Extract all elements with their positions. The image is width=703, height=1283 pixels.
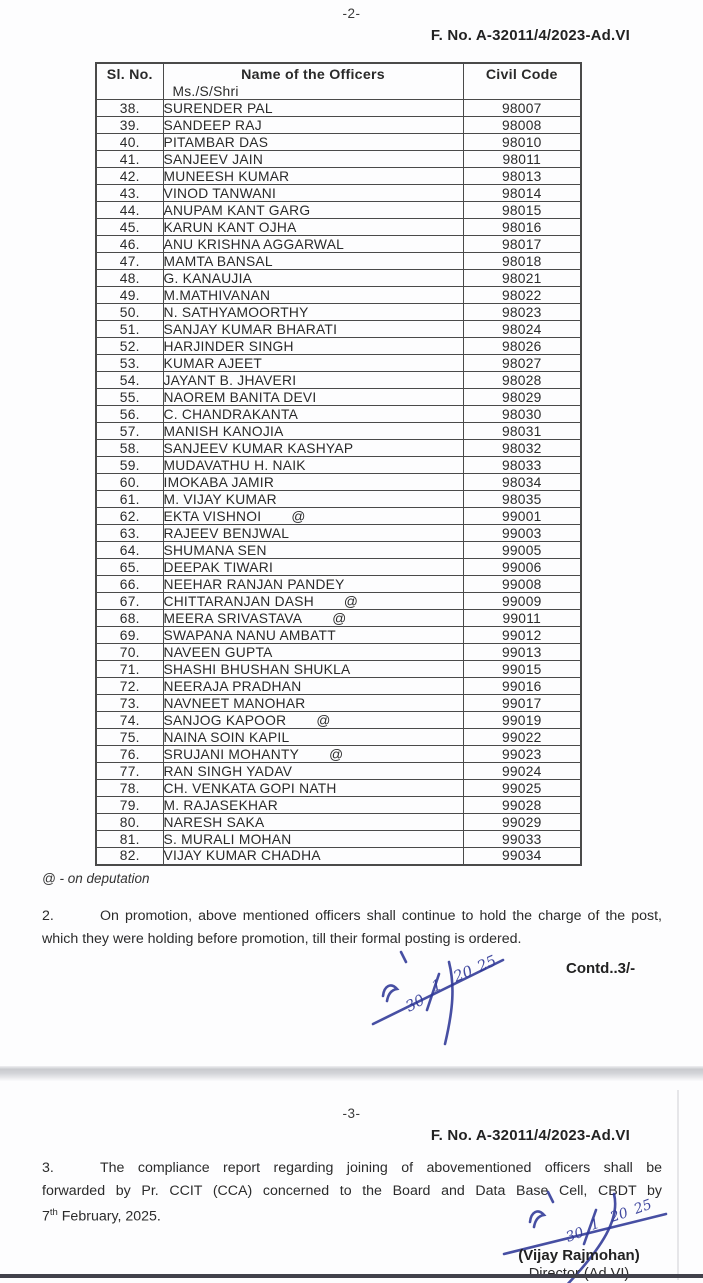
row-sl-no: 79. — [96, 797, 163, 814]
row-sl-no: 48. — [96, 270, 163, 287]
row-officer-name: SANJEEV KUMAR KASHYAP — [163, 440, 463, 457]
row-officer-name: NAVNEET MANOHAR — [163, 695, 463, 712]
row-civil-code: 98031 — [463, 423, 581, 440]
row-sl-no: 64. — [96, 542, 163, 559]
table-row — [96, 474, 581, 491]
row-civil-code: 98007 — [463, 100, 581, 117]
table-row — [96, 202, 581, 219]
row-civil-code: 99019 — [463, 712, 581, 729]
table-row — [96, 134, 581, 151]
row-civil-code: 98018 — [463, 253, 581, 270]
row-officer-name: NEERAJA PRADHAN — [163, 678, 463, 695]
paragraph-2-line1: 2. On promotion, above mentioned officers shall continue to hold the charge of the post, — [42, 905, 662, 928]
row-officer-name: NARESH SAKA — [163, 814, 463, 831]
officers-table-body — [96, 100, 581, 865]
contd-label: Contd..3/- — [566, 960, 636, 977]
row-sl-no: 46. — [96, 236, 163, 253]
page3-file-number: F. No. A-32011/4/2023-Ad.VI — [430, 1127, 630, 1144]
table-row — [96, 695, 581, 712]
table-row — [96, 236, 581, 253]
row-sl-no: 44. — [96, 202, 163, 219]
row-civil-code: 98026 — [463, 338, 581, 355]
row-sl-no: 80. — [96, 814, 163, 831]
row-officer-name: S. MURALI MOHAN — [163, 831, 463, 848]
signature-date-day: 30 — [563, 1224, 587, 1246]
row-officer-name: NAOREM BANITA DEVI — [163, 389, 463, 406]
row-sl-no: 81. — [96, 831, 163, 848]
paragraph-3-line3: 7th February, 2025. — [42, 1207, 161, 1225]
page2-number: -2- — [342, 6, 361, 21]
row-officer-name: VIJAY KUMAR CHADHA — [163, 848, 463, 865]
row-civil-code: 98017 — [463, 236, 581, 253]
signature-cross-stroke — [445, 962, 452, 1044]
row-civil-code: 99028 — [463, 797, 581, 814]
row-officer-name: SURENDER PAL — [163, 100, 463, 117]
row-officer-name: MUDAVATHU H. NAIK — [163, 457, 463, 474]
row-civil-code: 99034 — [463, 848, 581, 865]
row-civil-code: 98021 — [463, 270, 581, 287]
row-sl-no: 65. — [96, 559, 163, 576]
deputation-symbol: @ — [332, 610, 347, 626]
row-officer-name: G. KANAUJIA — [163, 270, 463, 287]
row-officer-name: M. RAJASEKHAR — [163, 797, 463, 814]
row-civil-code: 99033 — [463, 831, 581, 848]
row-civil-code: 99015 — [463, 661, 581, 678]
row-civil-code: 98008 — [463, 117, 581, 134]
row-sl-no: 39. — [96, 117, 163, 134]
paragraph-2 — [42, 905, 662, 950]
row-sl-no: 59. — [96, 457, 163, 474]
paragraph-3-line2: forwarded by Pr. CCIT (CCA) concerned to the Board and Data Base Cell, CBDT by — [42, 1182, 662, 1199]
table-row — [96, 423, 581, 440]
table-row — [96, 457, 581, 474]
table-row — [96, 338, 581, 355]
header-sl-no: Sl. No. — [96, 63, 163, 100]
row-officer-name: RAJEEV BENJWAL — [163, 525, 463, 542]
signature-page2 — [365, 948, 515, 1040]
row-civil-code: 99005 — [463, 542, 581, 559]
table-row — [96, 185, 581, 202]
row-sl-no: 54. — [96, 372, 163, 389]
table-row — [96, 219, 581, 236]
row-officer-name: SANJEEV JAIN — [163, 151, 463, 168]
row-sl-no: 75. — [96, 729, 163, 746]
row-civil-code: 98034 — [463, 474, 581, 491]
row-sl-no: 50. — [96, 304, 163, 321]
table-row — [96, 610, 581, 627]
officers-table — [95, 62, 582, 866]
page2-file-number: F. No. A-32011/4/2023-Ad.VI — [430, 27, 630, 44]
row-sl-no: 71. — [96, 661, 163, 678]
table-row — [96, 780, 581, 797]
table-row — [96, 542, 581, 559]
row-officer-name: SANJOG KAPOOR @ — [163, 712, 463, 729]
row-officer-name: KARUN KANT OJHA — [163, 219, 463, 236]
row-civil-code: 99003 — [463, 525, 581, 542]
row-civil-code: 98027 — [463, 355, 581, 372]
deputation-symbol: @ — [316, 712, 331, 728]
row-sl-no: 47. — [96, 253, 163, 270]
table-row — [96, 627, 581, 644]
table-row — [96, 576, 581, 593]
row-civil-code: 98016 — [463, 219, 581, 236]
table-row — [96, 151, 581, 168]
table-row — [96, 168, 581, 185]
row-sl-no: 41. — [96, 151, 163, 168]
row-officer-name: NAINA SOIN KAPIL — [163, 729, 463, 746]
header-name-label: Name of the Officers — [241, 67, 385, 83]
table-row — [96, 117, 581, 134]
row-civil-code: 98010 — [463, 134, 581, 151]
row-sl-no: 57. — [96, 423, 163, 440]
table-row — [96, 100, 581, 117]
row-civil-code: 99023 — [463, 746, 581, 763]
row-civil-code: 99001 — [463, 508, 581, 525]
row-sl-no: 43. — [96, 185, 163, 202]
row-officer-name: MUNEESH KUMAR — [163, 168, 463, 185]
table-row — [96, 559, 581, 576]
row-sl-no: 53. — [96, 355, 163, 372]
row-sl-no: 60. — [96, 474, 163, 491]
row-sl-no: 67. — [96, 593, 163, 610]
row-civil-code: 99025 — [463, 780, 581, 797]
table-row — [96, 763, 581, 780]
row-civil-code: 98033 — [463, 457, 581, 474]
row-officer-name: MANISH KANOJIA — [163, 423, 463, 440]
table-row — [96, 253, 581, 270]
row-civil-code: 99024 — [463, 763, 581, 780]
row-officer-name: JAYANT B. JHAVERI — [163, 372, 463, 389]
row-officer-name: M. VIJAY KUMAR — [163, 491, 463, 508]
table-row — [96, 831, 581, 848]
row-officer-name: CH. VENKATA GOPI NATH — [163, 780, 463, 797]
row-civil-code: 99016 — [463, 678, 581, 695]
row-officer-name: SWAPANA NANU AMBATT — [163, 627, 463, 644]
row-officer-name: CHITTARANJAN DASH @ — [163, 593, 463, 610]
row-sl-no: 45. — [96, 219, 163, 236]
row-sl-no: 77. — [96, 763, 163, 780]
row-officer-name: N. SATHYAMOORTHY — [163, 304, 463, 321]
signatory-name: (Vijay Rajmohan) — [518, 1247, 640, 1264]
page-divider-shadow — [0, 1066, 703, 1081]
row-civil-code: 98024 — [463, 321, 581, 338]
row-officer-name: VINOD TANWANI — [163, 185, 463, 202]
table-row — [96, 304, 581, 321]
signature-tick — [548, 1192, 553, 1202]
paragraph-3-line1: 3. The compliance report regarding joining of abovementioned officers shall be — [42, 1157, 662, 1180]
table-row — [96, 593, 581, 610]
signature-date-month: 1 — [588, 1215, 602, 1234]
row-civil-code: 98028 — [463, 372, 581, 389]
row-officer-name: SANJAY KUMAR BHARATI — [163, 321, 463, 338]
row-officer-name: ANU KRISHNA AGGARWAL — [163, 236, 463, 253]
row-sl-no: 76. — [96, 746, 163, 763]
row-sl-no: 73. — [96, 695, 163, 712]
row-sl-no: 66. — [96, 576, 163, 593]
row-civil-code: 98030 — [463, 406, 581, 423]
header-name-subtitle: Ms./S/Shri — [172, 84, 239, 99]
row-sl-no: 74. — [96, 712, 163, 729]
signature-date-month: 1 — [428, 975, 445, 996]
row-civil-code: 98022 — [463, 287, 581, 304]
signature-date-year1: 20 — [608, 1205, 631, 1226]
deputation-symbol: @ — [291, 508, 306, 524]
row-officer-name: MAMTA BANSAL — [163, 253, 463, 270]
row-officer-name: SHUMANA SEN — [163, 542, 463, 559]
row-civil-code: 98011 — [463, 151, 581, 168]
table-row — [96, 287, 581, 304]
row-officer-name: KUMAR AJEET — [163, 355, 463, 372]
deputation-note: @ - on deputation — [42, 871, 150, 886]
signature-date-year2: 25 — [631, 1196, 655, 1218]
paragraph-2-number: 2. — [42, 908, 54, 924]
row-sl-no: 62. — [96, 508, 163, 525]
row-civil-code: 99022 — [463, 729, 581, 746]
table-row — [96, 525, 581, 542]
row-sl-no: 82. — [96, 848, 163, 865]
row-officer-name: DEEPAK TIWARI — [163, 559, 463, 576]
row-civil-code: 99006 — [463, 559, 581, 576]
row-civil-code: 99017 — [463, 695, 581, 712]
row-sl-no: 58. — [96, 440, 163, 457]
row-sl-no: 63. — [96, 525, 163, 542]
signature-date-year1: 20 — [450, 961, 476, 986]
table-row — [96, 644, 581, 661]
table-header-row — [96, 63, 581, 100]
table-row — [96, 508, 581, 525]
row-officer-name: PITAMBAR DAS — [163, 134, 463, 151]
row-officer-name: ANUPAM KANT GARG — [163, 202, 463, 219]
row-officer-name: NEEHAR RANJAN PANDEY — [163, 576, 463, 593]
row-civil-code: 99029 — [463, 814, 581, 831]
table-row — [96, 389, 581, 406]
table-row — [96, 712, 581, 729]
table-row — [96, 746, 581, 763]
row-officer-name: SRUJANI MOHANTY @ — [163, 746, 463, 763]
row-sl-no: 70. — [96, 644, 163, 661]
row-sl-no: 42. — [96, 168, 163, 185]
row-sl-no: 49. — [96, 287, 163, 304]
row-officer-name: IMOKABA JAMIR — [163, 474, 463, 491]
row-officer-name: MEERA SRIVASTAVA @ — [163, 610, 463, 627]
row-sl-no: 38. — [96, 100, 163, 117]
table-row — [96, 661, 581, 678]
signature-date-year2: 25 — [474, 951, 500, 976]
row-sl-no: 61. — [96, 491, 163, 508]
header-civil-code: Civil Code — [463, 63, 581, 100]
table-row — [96, 406, 581, 423]
scan-bottom-edge — [0, 1274, 703, 1278]
row-sl-no: 78. — [96, 780, 163, 797]
signature-curl — [530, 1211, 544, 1227]
row-officer-name: RAN SINGH YADAV — [163, 763, 463, 780]
row-civil-code: 99009 — [463, 593, 581, 610]
row-sl-no: 56. — [96, 406, 163, 423]
row-sl-no: 69. — [96, 627, 163, 644]
deputation-symbol: @ — [329, 746, 344, 762]
paragraph-3-number: 3. — [42, 1160, 54, 1176]
signature-curl — [383, 985, 397, 1001]
row-civil-code: 98014 — [463, 185, 581, 202]
signature-date-day: 30 — [402, 990, 428, 1016]
row-civil-code: 98032 — [463, 440, 581, 457]
row-sl-no: 55. — [96, 389, 163, 406]
header-officer-name — [163, 63, 463, 100]
paragraph-2-line2: which they were holding before promotion, till their formal posting is ordered. — [42, 930, 522, 947]
page3-number: -3- — [342, 1106, 361, 1121]
table-row — [96, 491, 581, 508]
row-civil-code: 98029 — [463, 389, 581, 406]
row-civil-code: 99013 — [463, 644, 581, 661]
row-civil-code: 98035 — [463, 491, 581, 508]
ordinal-suffix: th — [49, 1207, 58, 1218]
signature-tick — [401, 952, 406, 962]
row-civil-code: 98023 — [463, 304, 581, 321]
row-sl-no: 72. — [96, 678, 163, 695]
table-row — [96, 372, 581, 389]
row-sl-no: 51. — [96, 321, 163, 338]
row-officer-name: SHASHI BHUSHAN SHUKLA — [163, 661, 463, 678]
table-row — [96, 678, 581, 695]
row-civil-code: 98013 — [463, 168, 581, 185]
table-row — [96, 440, 581, 457]
row-sl-no: 40. — [96, 134, 163, 151]
table-row — [96, 321, 581, 338]
row-civil-code: 98015 — [463, 202, 581, 219]
table-row — [96, 848, 581, 865]
row-sl-no: 52. — [96, 338, 163, 355]
deputation-symbol: @ — [343, 593, 359, 609]
row-officer-name: EKTA VISHNOI @ — [163, 508, 463, 525]
row-officer-name: HARJINDER SINGH — [163, 338, 463, 355]
row-civil-code: 99012 — [463, 627, 581, 644]
table-row — [96, 729, 581, 746]
row-officer-name: SANDEEP RAJ — [163, 117, 463, 134]
row-officer-name: M.MATHIVANAN — [163, 287, 463, 304]
row-officer-name: C. CHANDRAKANTA — [163, 406, 463, 423]
row-officer-name: NAVEEN GUPTA — [163, 644, 463, 661]
table-row — [96, 270, 581, 287]
table-row — [96, 797, 581, 814]
table-row — [96, 814, 581, 831]
row-sl-no: 68. — [96, 610, 163, 627]
row-civil-code: 99011 — [463, 610, 581, 627]
table-row — [96, 355, 581, 372]
row-civil-code: 99008 — [463, 576, 581, 593]
